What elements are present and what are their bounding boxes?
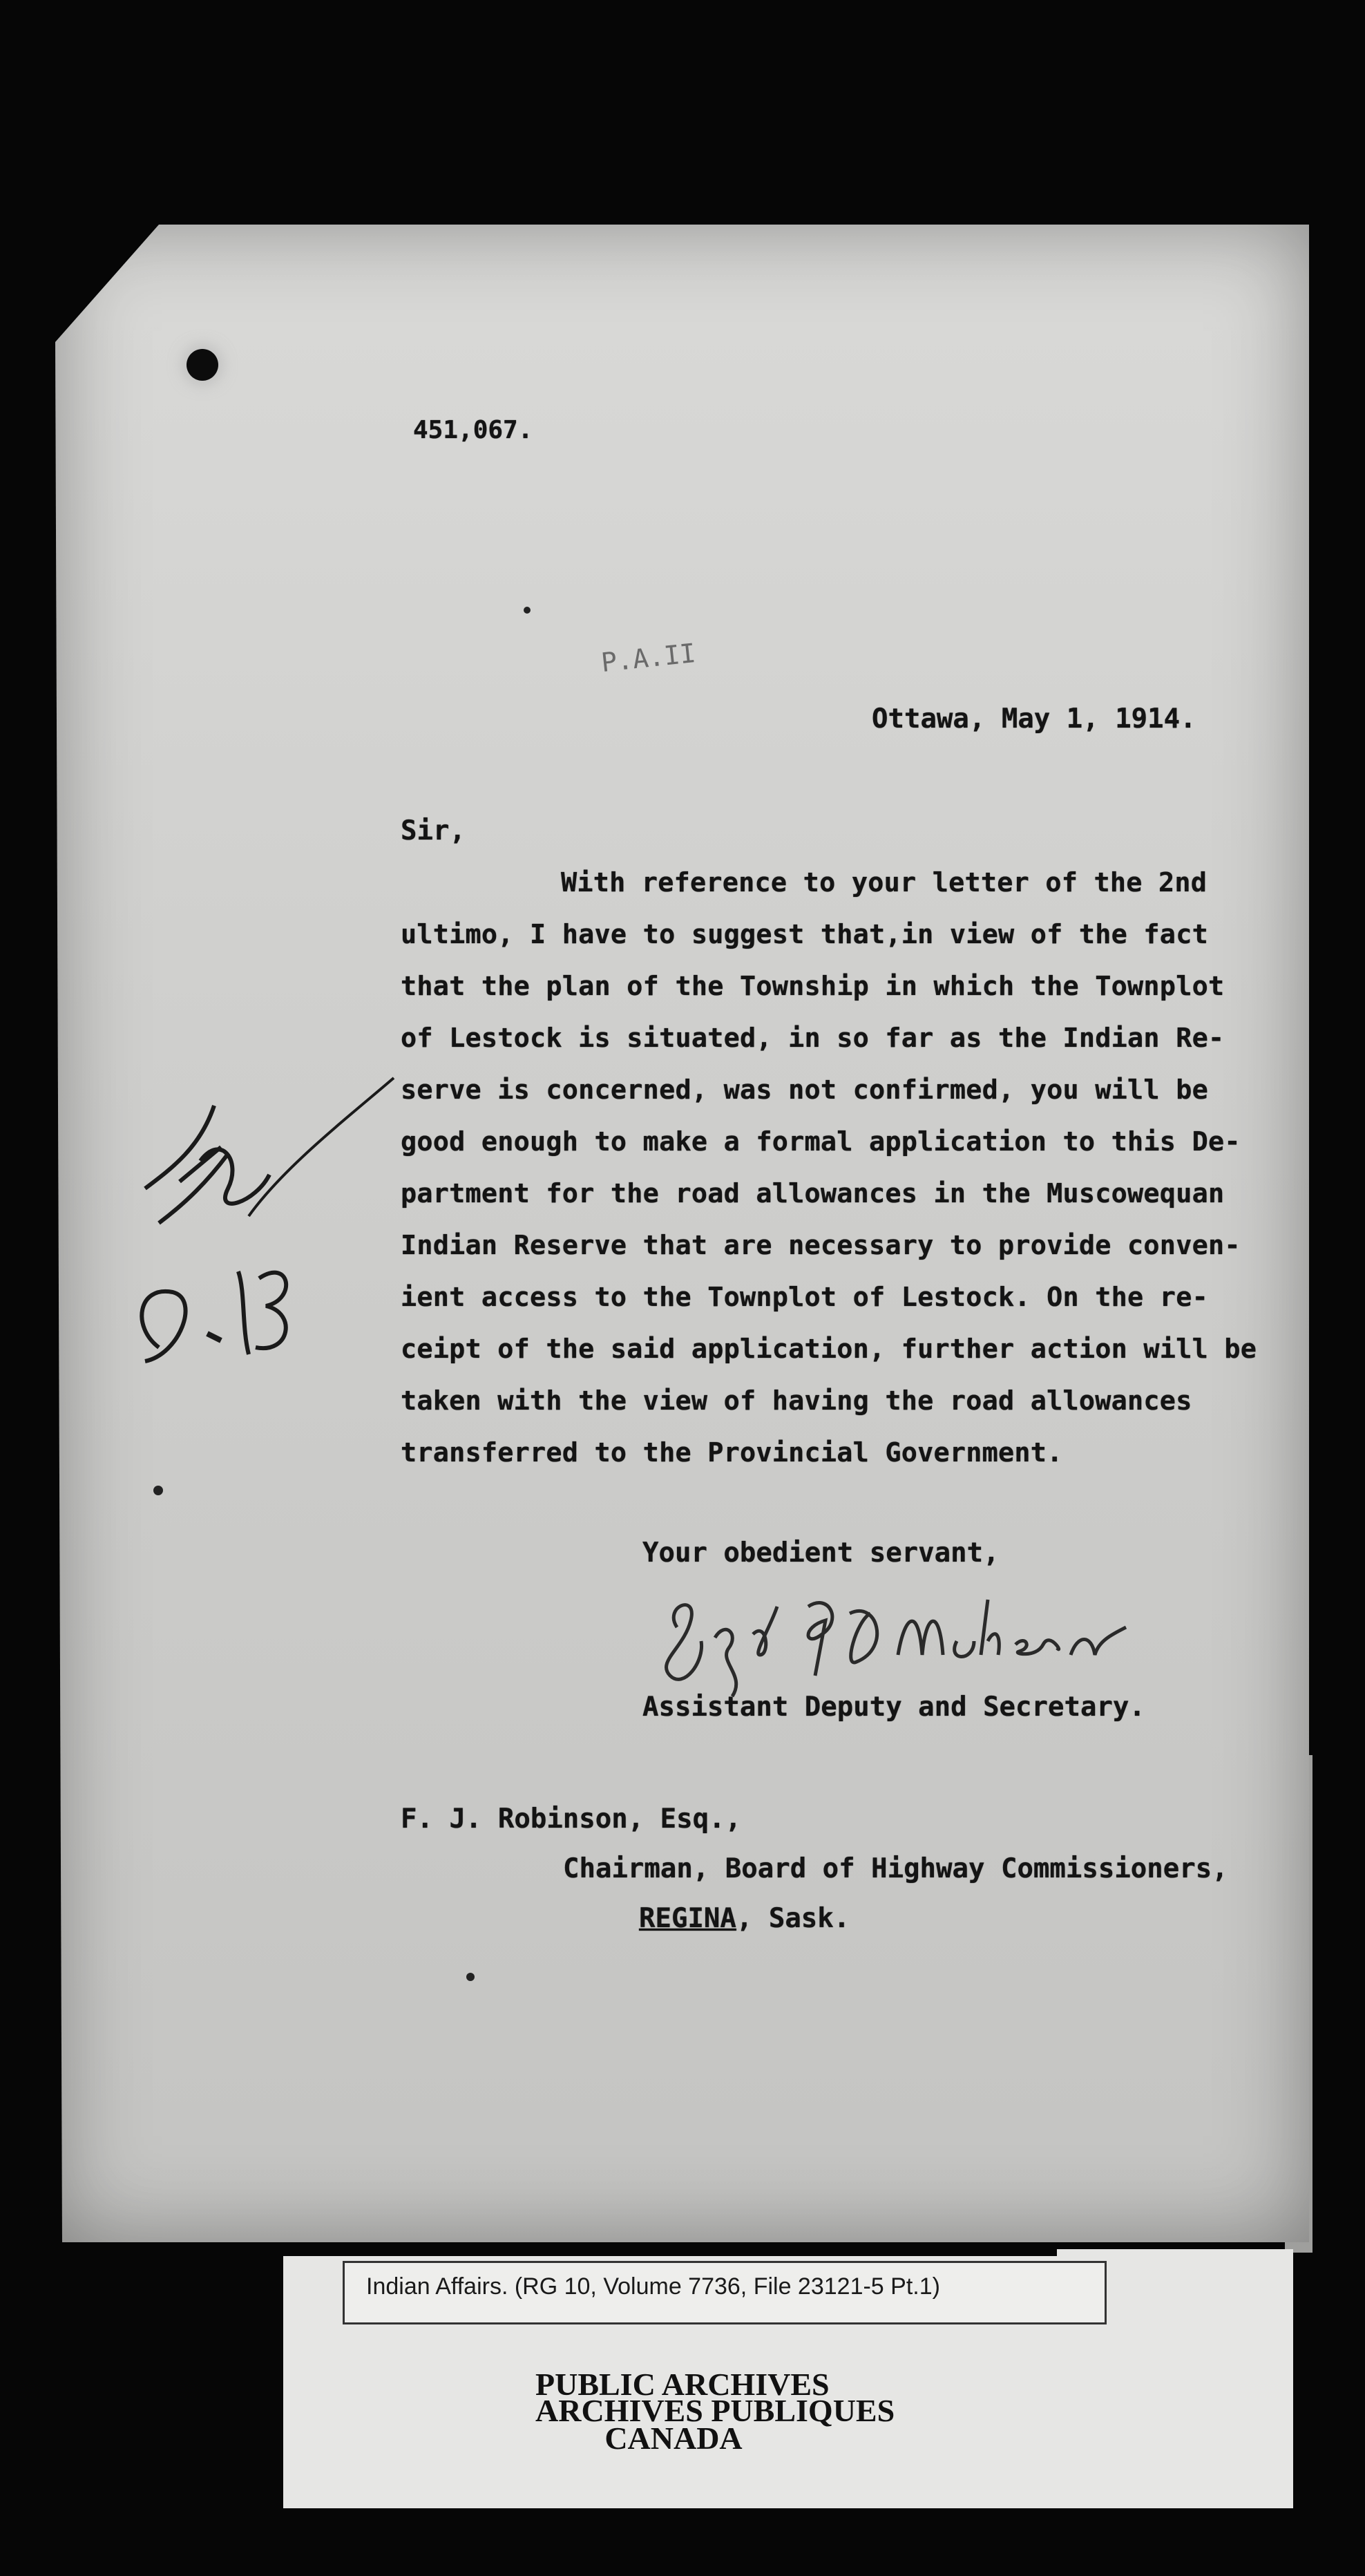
body-line: ient access to the Townplot of Lestock. On the re- [401,1282,1208,1313]
ink-speck [524,607,531,614]
body-line: With reference to your letter of the 2nd [561,867,1208,898]
closing: Your obedient servant, [642,1537,1000,1569]
archives-stamp-line: PUBLIC ARCHIVES [535,2367,830,2402]
pencil-note: P.A.II [600,637,698,679]
ink-speck [466,1973,475,1981]
body-line: ultimo, I have to suggest that,in view of the fact [401,919,1208,950]
body-line: Indian Reserve that are necessary to provide conven- [401,1230,1241,1261]
archives-stamp-line: CANADA [604,2421,743,2456]
body-line: taken with the view of having the road allowances [401,1385,1192,1417]
file-number: 451,067. [413,416,533,444]
body-line: transferred to the Provincial Government. [401,1437,1063,1468]
handwritten-marginalia [117,1064,421,1423]
body-line: good enough to make a formal application to this De- [401,1126,1241,1157]
addressee-province: , Sask. [736,1903,850,1934]
archives-stamp-line: ARCHIVES PUBLIQUES [535,2393,895,2428]
body-line: ceipt of the said application, further action will be [401,1334,1257,1365]
body-line: that the plan of the Township in which the Townplot [401,971,1225,1002]
signatory-title: Assistant Deputy and Secretary. [642,1692,1145,1723]
addressee-city: REGINA [639,1903,736,1934]
addressee-location [639,1903,850,1934]
addressee-position: Chairman, Board of Highway Commissioners, [563,1853,1228,1884]
body-line: serve is concerned, was not confirmed, you will be [401,1074,1208,1106]
handwritten-signature [649,1579,1147,1703]
punch-hole [187,349,218,381]
addressee-name: F. J. Robinson, Esq., [401,1803,742,1835]
archive-reference: Indian Affairs. (RG 10, Volume 7736, File 23121-5 Pt.1) [366,2273,940,2300]
body-line: partment for the road allowances in the Muscowequan [401,1178,1225,1209]
body-line: of Lestock is situated, in so far as the Indian Re- [401,1023,1225,1054]
dateline: Ottawa, May 1, 1914. [872,703,1196,735]
ink-speck [153,1486,163,1495]
salutation: Sir, [401,815,466,846]
